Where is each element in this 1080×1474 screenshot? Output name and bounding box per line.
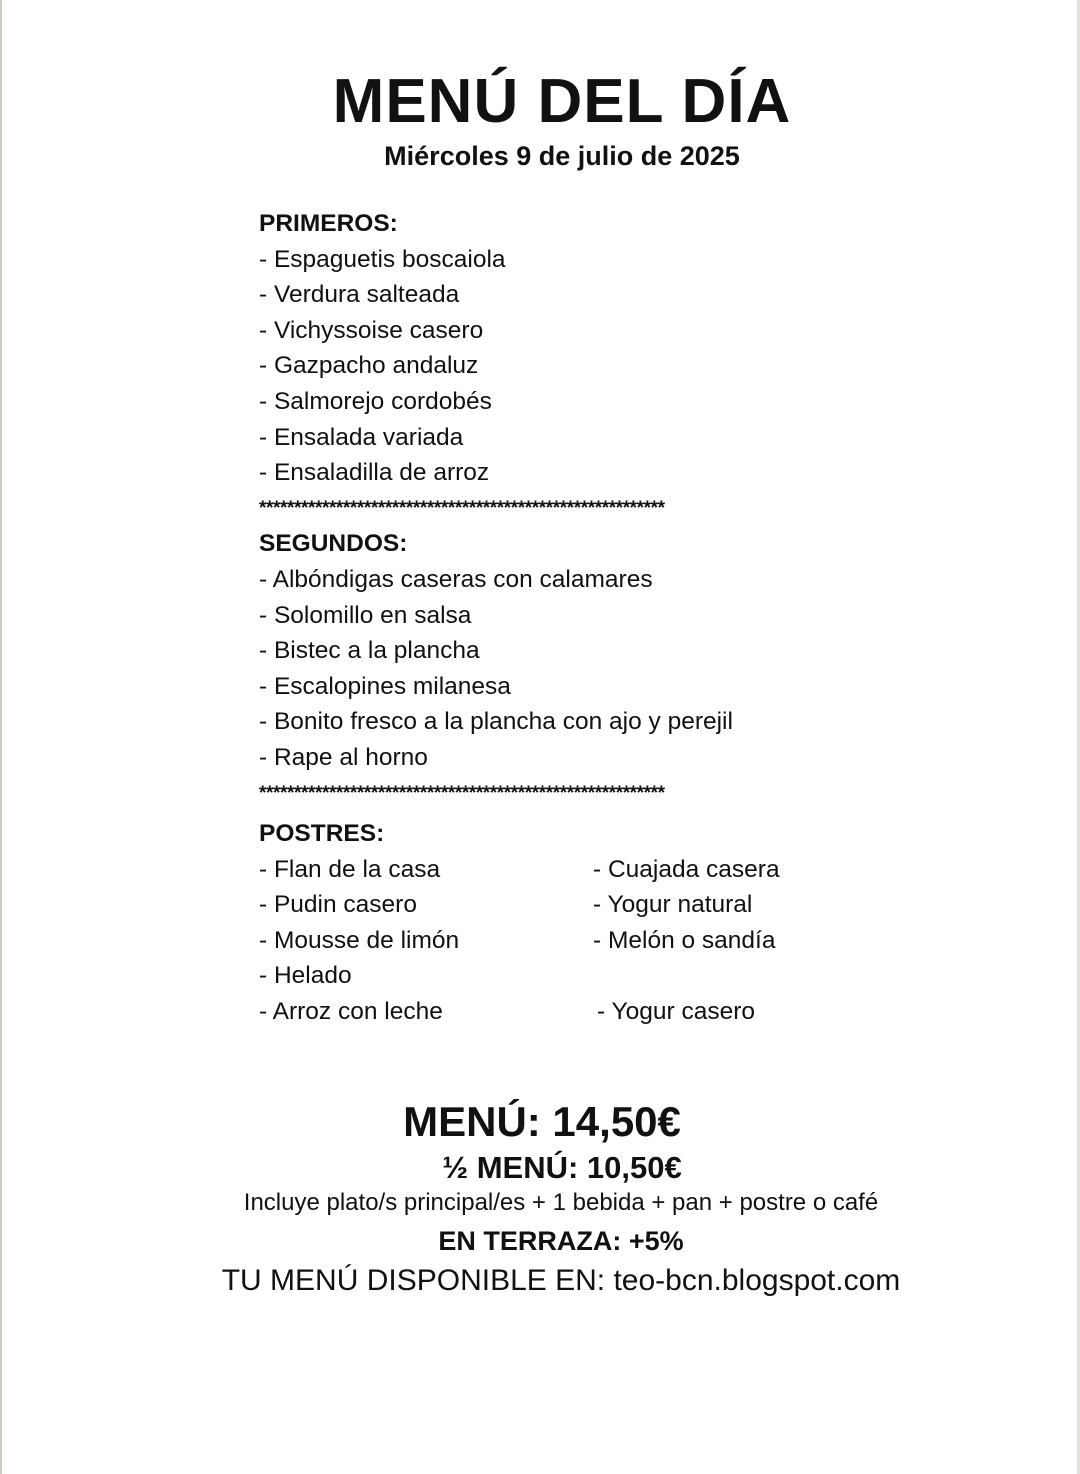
page-title: MENÚ DEL DÍA bbox=[332, 67, 792, 136]
half-menu-price: ½ MENÚ: 10,50€ bbox=[442, 1150, 682, 1185]
postres-row bbox=[259, 994, 979, 1030]
postres-item-left: - Arroz con leche bbox=[259, 998, 443, 1026]
postres-item-right: - Cuajada casera bbox=[593, 855, 780, 883]
postres-item-left: - Flan de la casa bbox=[259, 855, 441, 883]
postres-heading: POSTRES: bbox=[259, 820, 385, 848]
menu-price: MENÚ: 14,50€ bbox=[403, 1098, 681, 1145]
menu-date: Miércoles 9 de julio de 2025 bbox=[384, 141, 740, 171]
segundos-item: - Escalopines milanesa bbox=[259, 672, 511, 700]
postres-row bbox=[259, 852, 979, 888]
segundos-item: - Bonito fresco a la plancha con ajo y perejil bbox=[259, 708, 733, 736]
segundos-item: - Albóndigas caseras con calamares bbox=[259, 565, 653, 593]
primeros-item: - Ensaladilla de arroz bbox=[259, 459, 490, 487]
postres-item-left: - Helado bbox=[259, 962, 352, 990]
postres-row bbox=[259, 958, 979, 994]
postres-item-right: - Yogur casero bbox=[597, 998, 755, 1026]
postres-row bbox=[259, 923, 979, 959]
menu-availability-link: TU MENÚ DISPONIBLE EN: teo-bcn.blogspot.com bbox=[221, 1264, 901, 1297]
segundos-heading: SEGUNDOS: bbox=[259, 530, 408, 558]
postres-item-right: - Melón o sandía bbox=[593, 926, 776, 954]
segundos-item: - Rape al horno bbox=[259, 743, 428, 771]
section-separator: ********************************************************** bbox=[259, 497, 665, 519]
primeros-item: - Espaguetis boscaiola bbox=[259, 245, 506, 273]
terrace-surcharge: EN TERRAZA: +5% bbox=[438, 1226, 684, 1256]
segundos-item: - Solomillo en salsa bbox=[259, 601, 472, 629]
menu-body bbox=[259, 206, 979, 1030]
postres-item-left: - Pudin casero bbox=[259, 891, 417, 919]
postres-item-left: - Mousse de limón bbox=[259, 926, 460, 954]
primeros-item: - Ensalada variada bbox=[259, 423, 464, 451]
primeros-item: - Salmorejo cordobés bbox=[259, 387, 492, 415]
primeros-item: - Vichyssoise casero bbox=[259, 316, 484, 344]
section-separator: ********************************************************** bbox=[259, 782, 665, 804]
postres-item-right: - Yogur natural bbox=[593, 891, 753, 919]
primeros-item: - Verdura salteada bbox=[259, 281, 460, 309]
primeros-item: - Gazpacho andaluz bbox=[259, 352, 479, 380]
includes-note: Incluye plato/s principal/es + 1 bebida + pan + postre o café bbox=[243, 1189, 879, 1216]
primeros-heading: PRIMEROS: bbox=[259, 210, 398, 237]
postres-row bbox=[259, 887, 979, 923]
segundos-item: - Bistec a la plancha bbox=[259, 637, 480, 665]
